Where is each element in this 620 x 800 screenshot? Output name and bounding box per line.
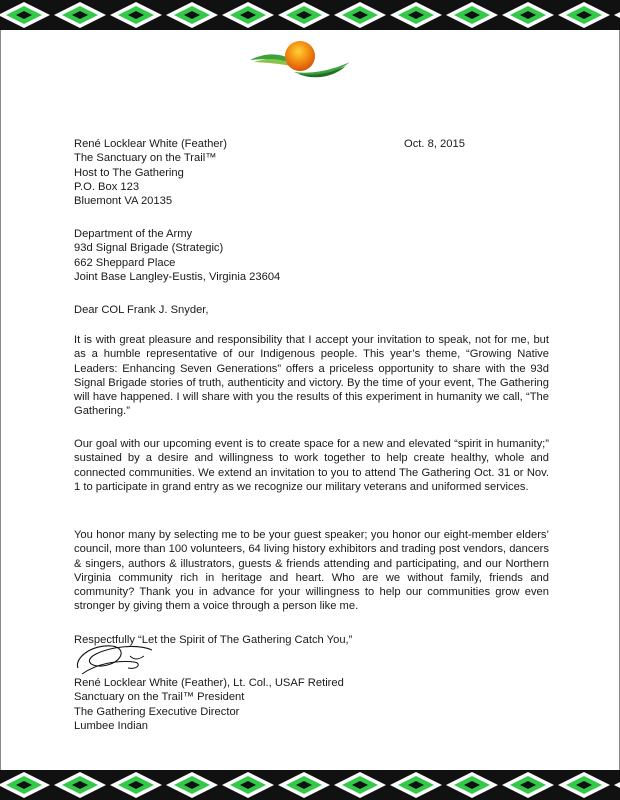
salutation: Dear COL Frank J. Snyder, bbox=[74, 304, 209, 316]
sender-line: Bluemont VA 20135 bbox=[74, 195, 173, 208]
gathering-logo bbox=[248, 36, 352, 84]
sender-address bbox=[74, 137, 227, 208]
sender-name: René Locklear White (Feather) bbox=[74, 138, 227, 150]
recipient-line: 662 Sheppard Place bbox=[74, 256, 176, 269]
signer-title: The Gathering Executive Director bbox=[74, 705, 240, 718]
signer-name: René Locklear White (Feather), Lt. Col., USAF Retired bbox=[74, 677, 344, 689]
letter-date: Oct. 8, 2015 bbox=[404, 138, 465, 150]
recipient-address bbox=[74, 227, 280, 284]
recipient-line: 93d Signal Brigade (Strategic) bbox=[74, 242, 224, 255]
sender-line: Host to The Gathering bbox=[74, 166, 184, 179]
decorative-bottom-border bbox=[0, 770, 620, 800]
body-paragraph: Our goal with our upcoming event is to create space for a new and elevated “spirit in humanity;” sustained by a desire and willingness to work together to help create healthy, whole and connected communities. We extend an invitation to you to attend The Gathering Oct. 31 or Nov. 1 to participate in grand entry as we recognize our military veterans and uniformed services. bbox=[74, 438, 549, 493]
signer-affiliation: Lumbee Indian bbox=[74, 719, 149, 732]
sender-line: The Sanctuary on the Trail™ bbox=[74, 152, 217, 165]
recipient-line: Joint Base Langley-Eustis, Virginia 23604 bbox=[74, 270, 281, 283]
signer-title: Sanctuary on the Trail™ President bbox=[74, 691, 245, 704]
recipient-line: Department of the Army bbox=[74, 228, 193, 240]
body-paragraph: It is with great pleasure and responsibility that I accept your invitation to speak, not for me, but as a humble representative of our Indigenous people. This year’s theme, “Growing Native Leaders: Enhancing Seven Generations” offers a priceless opportunity to share with the 93d Signal Brigade stories of truth, authenticity and victory. By the time of your event, The Gathering will have happened. I will share with you the results of this experiment in humanity we call, “The Gathering.” bbox=[74, 334, 549, 418]
body-paragraph: You honor many by selecting me to be your guest speaker; you honor our eight-member elders’ council, more than 100 volunteers, 64 living history exhibitors and trading post vendors, dancers & singers, authors & illustrators, guests & friends attending and participating, and our Northern Virginia community rich in heritage and heart. Who are we without family, friends and community? Thank you in advance for your willingness to help our communities grow even stronger by giving them a voice through a person like me. bbox=[74, 529, 549, 613]
closing-line: Respectfully “Let the Spirit of The Gathering Catch You,” bbox=[74, 634, 353, 646]
sender-line: P.O. Box 123 bbox=[74, 180, 140, 193]
signature-block bbox=[74, 676, 344, 733]
decorative-top-border bbox=[0, 0, 620, 30]
